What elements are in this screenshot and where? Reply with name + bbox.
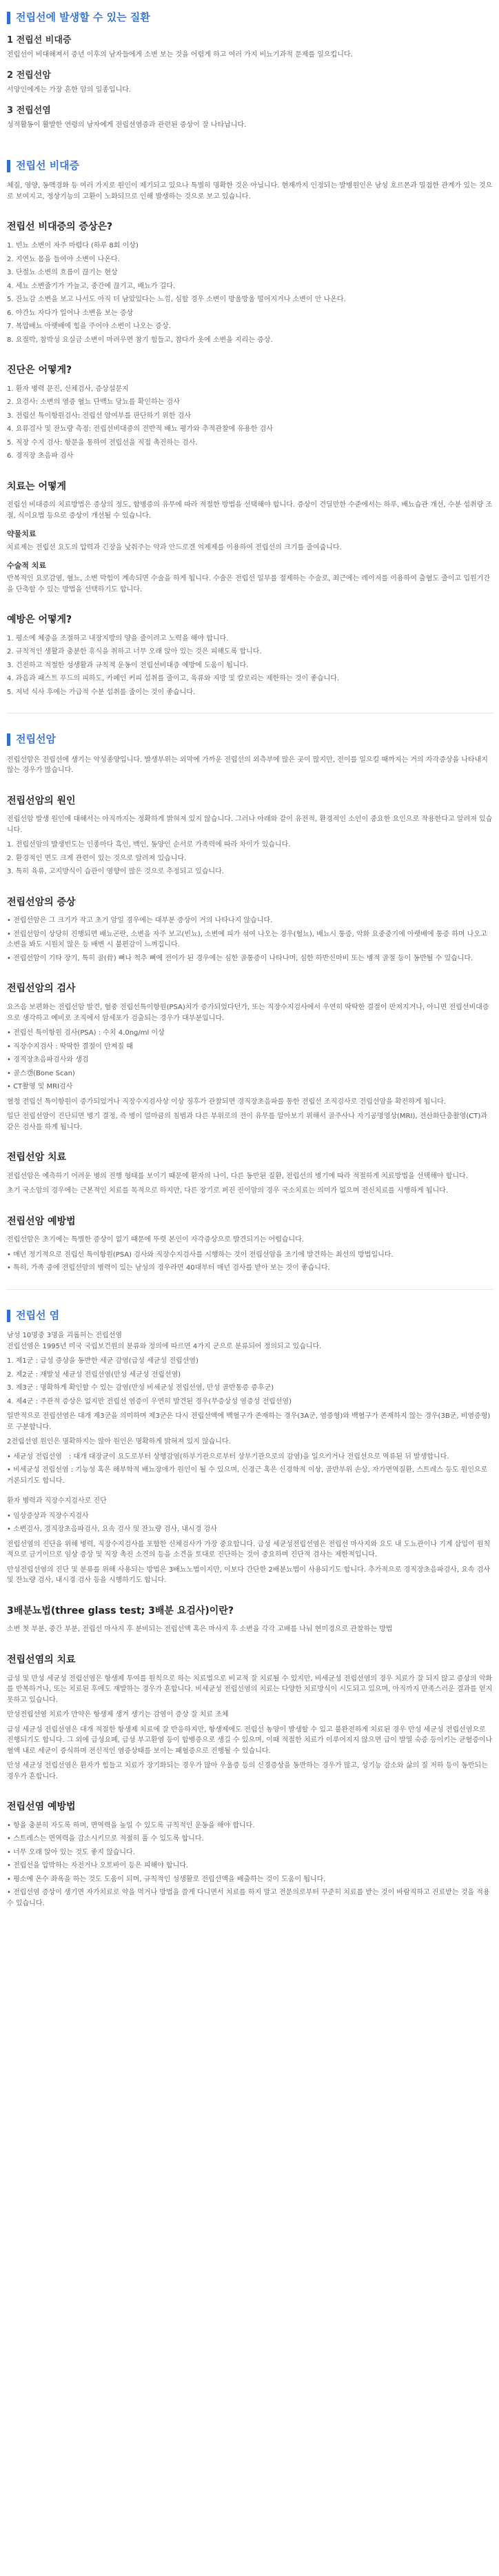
list-item: • 전립선암은 그 크기가 작고 초기 암일 경우에는 대부분 증상이 거의 나타나지 않습니다. — [7, 915, 493, 926]
section-header-diseases — [7, 10, 493, 26]
list-item: 6. 야간뇨 자다가 일어나 소변을 보는 증상 — [7, 309, 134, 317]
section-intro: 전립선암은 전립선에 생기는 악성종양입니다. 발생부위는 외막에 가까운 전립선의 외측부에 많은 곳이 많지만, 전이를 일으킬 때까지는 거의 자각증상을 나타내지 않는 경우가 많습니다. — [7, 755, 488, 775]
list-item: • CT촬영 및 MRI검사 — [7, 1082, 493, 1093]
paragraph: 혈청 전립선 특이항원이 증가되었거나 직장수지검사상 이상 징후가 관찰되면 경직장초음파를 통한 전립선 조직검사로 전립선암을 확진하게 됩니다. — [7, 1097, 446, 1106]
list-item: • 골스캔(Bone Scan) — [7, 1068, 493, 1079]
divider — [7, 1289, 493, 1290]
minor-title: 약물치료 — [7, 529, 37, 539]
paragraph: 만성전립선염의 진단 및 분류를 위해 사용되는 방법은 3배뇨노법이지만, 이보다 간단한 2배분뇨법이 사용되기도 합니다. 추가적으로 경직장초음파검사, 요속 검사 및 잔뇨량 검사, 내시경 검사 등을 시행하기도 합니다. — [7, 1565, 491, 1585]
list-item: 2. 요검사: 소변의 염증 혈뇨 단백뇨 당뇨를 확인하는 검사 — [7, 398, 180, 407]
list-item: • 매년 정기적으로 전립선 특이항원(PSA) 검사와 직장수지검사를 시행하는 것이 전립선암을 조기에 발견하는 최선의 방법입니다. — [7, 1250, 493, 1261]
symptom-list — [7, 241, 493, 345]
subsection-title: 전립선염 예방법 — [7, 1801, 76, 1813]
list-item: • 직장수지검사 : 딱딱한 결절이 만져질 때 — [7, 1042, 493, 1053]
list-item: 7. 복압배뇨 아랫배에 힘을 주어야 소변이 나오는 증상. — [7, 323, 171, 331]
list-item: • 스트레스는 면역력을 감소시키므로 적절히 풀 수 있도록 합니다. — [7, 1834, 493, 1845]
list-item: 2. 제2군 : 재발성 세균성 전립선염(만성 세균성 전립선염) — [7, 1370, 181, 1379]
subsection-title: 3배분뇨법(three glass test; 3배분 요검사)이란? — [7, 1605, 234, 1616]
paragraph: 요즈음 보편화는 전립선암 발견, 혈중 전립선특이항원(PSA)치가 증가되었다던가, 또는 직장수지검사에서 우연히 딱딱한 결절이 만져지거나, 아니면 전립선비대증으로 생각하고 예비로 조직에서 암세포가 검출되는 경우가 대부분입니다. — [7, 1004, 489, 1022]
paragraph: 만성 세균성 전립선염은 환자가 힘들고 치료가 장기화되는 경우가 많아 우울증 등의 신경증상을 동반하는 경우가 많고, 성기능 감소와 삶의 질 저하 등이 동반되는 경우가 흔합니다. — [7, 1762, 488, 1781]
paragraph: 치료제는 전립선 요도의 압력과 긴장을 낮춰주는 약과 안드로겐 억제제를 이용하여 전립선의 크기를 줄여줍니다. — [7, 543, 342, 551]
subsection-title: 예방은 어떻게? — [7, 614, 72, 626]
subsection-title: 전립선 비대증의 증상은? — [7, 221, 113, 233]
subsection-title: 전립선암의 원인 — [7, 795, 76, 807]
list-item: 2. 지연뇨 몸을 들여야 소변이 나온다. — [7, 255, 120, 263]
disease-item — [7, 69, 493, 96]
prevention-list — [7, 633, 493, 698]
prevention-list — [7, 1821, 493, 1909]
diagnosis-list — [7, 384, 493, 462]
item-title: 2 전립선암 — [7, 70, 51, 81]
list-item: 8. 요절박, 참박성 요실금 소변이 마려우면 참기 힘들고, 참다가 옷에 소변을 지리는 증상. — [7, 336, 273, 344]
list-item: 4. 제4군 : 주관적 증상은 없지만 전립선 염증이 우연히 발견된 경우(무증상성 염증성 전립선염) — [7, 1397, 292, 1406]
disease-item — [7, 34, 493, 61]
paragraph: 만성전립선염 치료가 만약은 항생제 생겨 생기는 감염이 증상 잘 치료 조체 — [7, 1711, 229, 1719]
exam-list — [7, 1028, 493, 1093]
disease-item — [7, 104, 493, 131]
paragraph: 전립선암은 초기에는 특별한 증상이 없기 때문에 뚜렷 본인이 자각증상으로 발견되기는 어렵습니다. — [7, 1236, 305, 1244]
list-item: • 소변검사, 경직장초음파검사, 요속 검사 및 잔뇨량 검사, 내시경 검사 — [7, 1524, 493, 1535]
list-item: • 특히, 가족 중에 전립선암의 병력이 있는 남성의 경우라면 40대부터 매년 검사를 받아 보는 것이 좋습니다. — [7, 1263, 493, 1274]
section-header-prostate-cancer — [7, 731, 493, 747]
list-item: 2. 환경적인 면도 크게 관련이 있는 것으로 알려져 있습니다. — [7, 854, 187, 862]
list-item: 3. 단절뇨 소변의 흐름이 끊기는 현상 — [7, 269, 118, 277]
section-title: 전립선암 — [16, 733, 56, 746]
list-item: • 전립선암이 상당히 진행되면 배뇨곤란, 소변을 자주 보고(빈뇨), 소변에 피가 섞여 나오는 경우(혈뇨), 배뇨시 통증, 악화 요중중기에 아랫배에 통증 하며 나오고 소변을 봐도 시원치 않은 등 배변 시 불편감이 느껴집니다. — [7, 929, 493, 951]
list-item: • 경직장초음파검사와 생검 — [7, 1055, 493, 1066]
subsection-title: 전립선암 예방법 — [7, 1215, 76, 1227]
paragraph: 소변 첫 부분, 중간 부분, 전립선 마사지 후 분비되는 전립선액 혹은 마사지 후 소변을 각각 고배를 나눠 현미경으로 관찰하는 방법 — [7, 1625, 393, 1634]
paragraph: 환자 병력과 직장수지검사로 진단 — [7, 1497, 107, 1505]
paragraph: 초기 국소암의 경우에는 근본적인 치료를 목적으로 하지만, 다른 장기로 퍼진 진이암의 경우 국소치료는 의미가 없으며 전신치료를 시행하게 됩니다. — [7, 1187, 448, 1195]
paragraph: 급성 세균성 전립선염은 대개 적절한 항생제 치료에 잘 반응하지만, 항생제에도 전립선 농양이 발생할 수 있고 불완전하게 치료된 경우 만성 세균성 전립선염으로 진행되기도 합니다. 그 외에 급성요폐, 급성 부고환염 등이 합병증으로 생길 수 있으며, 이때 적절한 치료가 이루어지지 않으면 급이 발열 숙증 등이키는 균혈증이나 혈액 내로 세균이 증식하며 전신적인 염증상태를 보이는 패혈증으로 진행될 수 있습니다. — [7, 1725, 493, 1755]
list-item: 4. 과음과 패스트 푸드의 피하도, 카페인 커피 섭취를 줄이고, 육류와 지방 및 칼로리는 제한하는 것이 좋습니다. — [7, 675, 340, 683]
paragraph: 남성 10명중 3명을 괴롭히는 전립선염 — [7, 1332, 123, 1340]
prevention-list — [7, 1250, 493, 1274]
list-item: 4. 세뇨 소변줄기가 가늘고, 중간에 끊기고, 배뇨가 길다. — [7, 282, 176, 290]
item-text: 전립선이 비대해져서 중년 이후의 남자들에게 소변 보는 것을 어렵게 하고 여러 가지 비뇨기과적 문제를 일으킵니다. — [7, 51, 353, 59]
cause-list — [7, 840, 493, 878]
item-text: 성적활동이 활발한 연령의 남자에게 전립선염증과 관련된 증상이 잘 나타납니다. — [7, 121, 247, 129]
paragraph: 전립선암은 예측하기 어려운 병의 진행 형태를 보이기 때문에 환자의 나이, 다른 동반된 질환, 전립선의 병기에 따라 적절하게 치료방법을 선택해야 합니다. — [7, 1172, 468, 1180]
paragraph: 전립선염의 진단을 위해 병력, 직장수지검사를 포함한 신체검사가 가장 중요합니다. 급성 세균성전립선염은 전립선 마사지와 요도 내 도뇨관이나 기계 삽입이 원칙적으로 금기이므로 임상 증상 및 직장 촉진 소견의 등을 소견을 토대로 진단하는 것이 중요하며 진단적 검사는 제한적입니다. — [7, 1540, 491, 1559]
list-item: • 너무 오래 앉아 있는 것도 좋지 않습니다. — [7, 1847, 493, 1858]
cause-list — [7, 1452, 493, 1487]
subsection-title: 전립선염의 치료 — [7, 1654, 76, 1665]
list-item: 4. 요류검사 및 잔뇨량 측정: 전립선비대증의 전반적 배뇨 평가와 추적관찰에 유용한 검사 — [7, 425, 273, 434]
list-item: 3. 특히 육류, 고지방식이 습관이 영향이 많은 것으로 추정되고 있습니다. — [7, 868, 224, 876]
blue-bar-icon — [7, 733, 10, 746]
item-title: 3 전립선염 — [7, 105, 51, 116]
list-item: • 전립선암이 기타 장기, 특히 골(骨) 뼈나 척추 뼈에 전이가 된 경우에는 심한 골통증이 나타나며, 심한 하반신마비 또는 병적 골절 등이 동반될 수 있습니다. — [7, 953, 493, 964]
exam-list — [7, 1511, 493, 1535]
subsection-title: 치료는 어떻게 — [7, 480, 67, 492]
item-text: 서양인에게는 가장 흔한 암의 일종입니다. — [7, 86, 132, 94]
list-item: • 세균성 전립선염 : 대개 대장균이 요도로부터 상행감염(하부기관으로부터 상부기관으로의 감염)을 일으키거나 전립선으로 역류된 뒤 발생합니다. — [7, 1452, 493, 1463]
paragraph: 2전립선염 원인은 명확하지는 않아 원인은 명확하게 밝혀져 있지 않습니다. — [7, 1438, 231, 1446]
item-title: 1 전립선 비대증 — [7, 35, 72, 46]
list-item: 1. 제1군 : 급성 증상을 동반한 세균 감염(급성 세균성 전립선염) — [7, 1357, 198, 1366]
list-item: • 항을 충분히 자도록 하며, 면역력을 높일 수 있도록 규칙적인 운동을 해야 합니다. — [7, 1821, 493, 1832]
subsection-title: 전립선암의 증상 — [7, 896, 76, 908]
type-list — [7, 1356, 493, 1407]
list-item: 2. 규칙적인 생활과 충분한 휴식을 취하고 너무 오래 앉아 있는 것은 피해도록 합니다. — [7, 648, 262, 656]
list-item: 1. 전립선암의 발생빈도는 인종마다 흑인, 백인, 동양인 순서로 가족력에 따라 차이가 있습니다. — [7, 841, 291, 849]
section-intro: 체질, 영양, 동맥경화 등 여러 가지로 원인이 제기되고 있으나 특별히 명확한 것은 아닙니다. 현재까지 인정되는 발병원인은 남성 호르몬과 밀접한 관계가 있는 것으로 보여지고, 정상기능의 고환이 노화되므로 인해 발생하는 것으로 보고 있습니다. — [7, 182, 493, 201]
list-item: 5. 잔뇨감 소변을 보고 나서도 아직 더 남았있다는 느낌, 심할 경우 소변이 방울방울 떨어지거나 소변이 안 나온다. — [7, 296, 346, 304]
paragraph: 급성 및 만성 세균성 전립선염은 항생제 투여를 원칙으로 하는 치료법으로 비교적 잘 치료될 수 있지만, 비세균성 전립선염의 경우 치료가 잘 되지 않고 증상의 악화를 반복하거나, 또는 치료된 후에도 재발하는 경우가 흔합니다. 비세균성 전립선염의 치료는 다양한 치료방식이 시도되고 있으며, 아직까지 만족스러운 결과를 얻지 못하고 있습니다. — [7, 1674, 493, 1704]
subsection-title: 전립선암 치료 — [7, 1152, 67, 1164]
list-item: 1. 빈뇨 소변이 자주 마렵다 (하루 8회 이상) — [7, 242, 139, 250]
minor-title: 수술적 치료 — [7, 561, 46, 571]
list-item: • 임상증상과 직장수지검사 — [7, 1511, 493, 1522]
list-item: • 비세균성 전립선염 : 기능성 혹은 해부학적 배뇨장애가 원인이 될 수 있으며, 신경근 혹은 신경학적 이상, 골반부위 손상, 자가면역질환, 스트레스 등도 원인으로 거론되기도 합니다. — [7, 1465, 493, 1486]
list-item: • 전립선 특이항원 검사(PSA) : 수치 4.0ng/ml 이상 — [7, 1028, 493, 1039]
list-item: • 평소에 온수 좌욕을 하는 것도 도움이 되며, 규칙적인 성생활로 전립선액을 배출하는 것이 도움이 됩니다. — [7, 1874, 493, 1885]
section-title: 전립선에 발생할 수 있는 질환 — [16, 11, 150, 23]
subsection-title: 진단은 어떻게? — [7, 365, 72, 376]
section-header-prostatitis — [7, 1308, 493, 1324]
blue-bar-icon — [7, 1310, 10, 1322]
paragraph: 반복적인 요로감염, 혈뇨, 소변 막힘이 계속되면 수술을 하게 됩니다. 수술은 전립선 일부를 절제하는 수술로, 최근에는 레이저를 이용하여 출혈도 줄이고 입원기간을 단축할 수 있는 방법을 선택하기도 합니다. — [7, 575, 491, 594]
list-item: 3. 제3군 : 명확하게 확인할 수 있는 감염(만성 비세균성 전립선염, 만성 골반통증 증후군) — [7, 1384, 274, 1392]
list-item: 1. 평소에 체중을 조절하고 내장지방의 양을 줄이려고 노력을 해야 합니다. — [7, 634, 229, 642]
list-item: 5. 직장 수지 검사: 항문을 통하여 전립선을 직접 촉진하는 검사. — [7, 438, 198, 447]
subsection-title: 전립선암의 검사 — [7, 983, 76, 995]
blue-bar-icon — [7, 12, 10, 24]
list-item: 3. 전립선 특이항원검사: 전립선 암여부를 판단하기 위한 검사 — [7, 412, 192, 420]
section-title: 전립선 염 — [16, 1308, 60, 1321]
list-item: • 전립선염 증상이 생기면 자가치료로 약을 먹거나 방법을 쓸게 다니면서 치료를 하지 말고 전문의로부터 꾸준히 치료를 받는 것이 바람직하고 진료받는 것을 적용 수 있습니다. — [7, 1887, 493, 1909]
list-item: 1. 환자 병력 문진, 신체검사, 증상설문지 — [7, 385, 129, 393]
section-title: 전립선 비대증 — [16, 159, 80, 172]
paragraph: 일단 전립선암이 진단되면 병기 결정, 즉 병이 얼마큼의 침범과 다른 부위로의 전이 유무를 알아보기 위해서 골주사나 자기공명영상(MRI), 전산화단층촬영(CT)과 같은 검사를 하게 됩니다. — [7, 1113, 487, 1131]
paragraph: 전립선염은 1995년 미국 국립보건원의 분류와 정의에 따르면 4가지 군으로 분류되어 정의되고 있습니다. — [7, 1342, 322, 1350]
section-header-bph — [7, 158, 493, 174]
list-item: 5. 저녁 식사 후에는 가급적 수분 섭취를 줄이는 것이 좋습니다. — [7, 688, 196, 696]
symptom-list — [7, 915, 493, 964]
list-item: 6. 경직장 초음파 검사 — [7, 452, 74, 460]
blue-bar-icon — [7, 160, 10, 172]
paragraph: 전립선암 발생 원인에 대해서는 아직까지는 정확하게 밝혀져 있지 않습니다. 그러나 아래와 같이 유전적, 환경적인 소인이 중요한 요인으로 작용한다고 알려져 있습니다. — [7, 815, 493, 834]
list-item: • 전립선을 압박하는 자전거나 오토바이 등은 피해야 합니다. — [7, 1860, 493, 1872]
paragraph: 전립선 비대증의 치료방법은 증상의 정도, 합병증의 유무에 따라 적절한 방법을 선택해야 합니다. 증상이 견딜만한 수준에서는 하루, 배뇨습관 개선, 수분 섭취량 조절, 식이요법 등으로 증상이 개선될 수 있습니다. — [7, 501, 493, 520]
list-item: 3. 건전하고 적절한 성생활과 규칙적 운동이 전립선비대증 예방에 도움이 됩니다. — [7, 661, 249, 669]
paragraph: 일반적으로 전립선염은 대개 제3군을 의미하며 제3군은 다시 전립선액에 백혈구가 존재하는 경우(3A군, 염증형)와 백혈구가 존재하지 않는 경우(3B군, 비염증형)로 구분합니다. — [7, 1412, 491, 1431]
